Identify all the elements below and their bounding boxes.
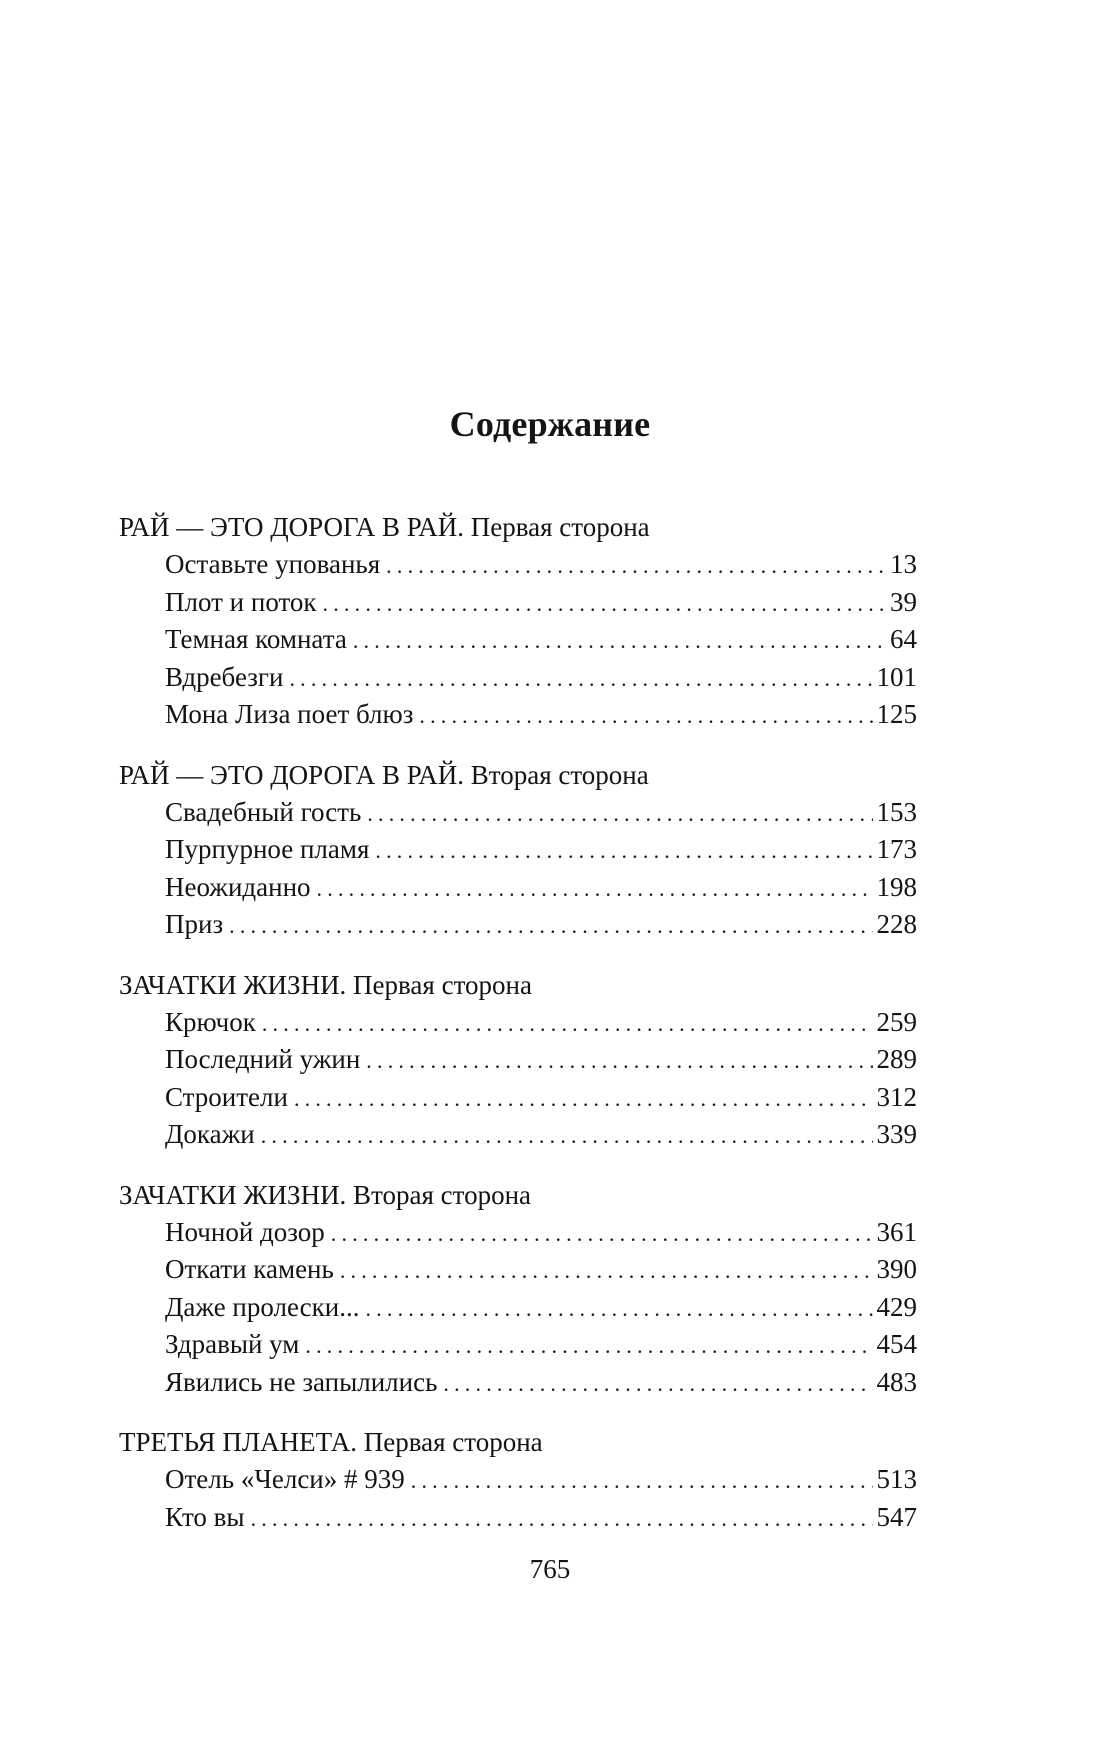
- entry-title: Ночной дозор: [165, 1216, 325, 1247]
- entry-page-number: 513: [876, 1464, 917, 1494]
- entry-title: Вдребезги: [165, 661, 284, 692]
- dot-leader: [331, 1215, 873, 1253]
- entry-title: Докажи: [165, 1119, 255, 1149]
- toc-entry[interactable]: [119, 1079, 917, 1117]
- dot-leader: [353, 622, 886, 660]
- dot-leader: [419, 697, 872, 735]
- dot-leader: [411, 1462, 873, 1500]
- dot-leader: [305, 1327, 872, 1365]
- entry-page-number: 361: [876, 1216, 917, 1247]
- entry-title: Пурпурное пламя: [165, 834, 370, 864]
- section-title: ЗАЧАТКИ ЖИЗНИ. Вторая сторона: [119, 1179, 532, 1210]
- toc-section: [119, 966, 917, 1154]
- entry-title: Явились не запылились: [165, 1366, 438, 1397]
- toc-entry[interactable]: [119, 546, 917, 584]
- toc-entry[interactable]: [119, 906, 917, 944]
- toc-entry[interactable]: [119, 621, 917, 659]
- dot-leader: [251, 1500, 873, 1538]
- dot-leader: [261, 1117, 873, 1155]
- entry-title: Приз: [165, 909, 224, 939]
- entry-title: Последний ужин: [165, 1044, 361, 1074]
- entry-page-number: 39: [890, 586, 917, 617]
- entry-page-number: 339: [876, 1119, 917, 1149]
- entry-page-number: 312: [876, 1081, 917, 1112]
- section-title: РАЙ — ЭТО ДОРОГА В РАЙ. Вторая сторона: [119, 759, 649, 790]
- entry-title: Мона Лиза поет блюз: [165, 699, 414, 729]
- dot-leader: [262, 1005, 873, 1043]
- entry-page-number: 13: [890, 549, 917, 579]
- dot-leader: [367, 795, 872, 833]
- entry-page-number: 454: [876, 1329, 917, 1359]
- toc-entry[interactable]: [119, 869, 917, 907]
- entry-page-number: 198: [876, 871, 917, 902]
- entry-page-number: 289: [876, 1044, 917, 1074]
- entry-title: Плот и поток: [165, 586, 317, 617]
- toc-entry[interactable]: [119, 831, 917, 869]
- entry-page-number: 483: [876, 1366, 917, 1397]
- entry-title: Свадебный гость: [165, 796, 362, 827]
- toc-entry[interactable]: [119, 1499, 917, 1537]
- entry-page-number: 173: [876, 834, 917, 864]
- entry-title: Неожиданно: [165, 871, 311, 902]
- toc-section: [119, 1423, 917, 1536]
- toc-section: [119, 756, 917, 944]
- page-number: 765: [529, 1554, 571, 1584]
- dot-leader: [294, 1080, 873, 1118]
- dot-leader: [386, 547, 886, 585]
- entry-title: Кто вы: [165, 1501, 245, 1532]
- toc-section: [119, 1176, 917, 1402]
- dot-leader: [340, 1252, 873, 1290]
- toc-entry[interactable]: [119, 1004, 917, 1042]
- toc-entry[interactable]: [119, 584, 917, 622]
- entry-page-number: 390: [876, 1254, 917, 1284]
- entry-title: Здравый ум: [165, 1329, 300, 1359]
- entry-page-number: 64: [890, 624, 917, 654]
- toc-entry[interactable]: [119, 1461, 917, 1499]
- toc-entry[interactable]: [119, 794, 917, 832]
- toc-entry[interactable]: [119, 1289, 917, 1327]
- entry-title: Оставьте упованья: [165, 549, 381, 579]
- toc-entry[interactable]: [119, 659, 917, 697]
- dot-leader: [443, 1365, 872, 1403]
- toc-entry[interactable]: [119, 1326, 917, 1364]
- dot-leader: [365, 1290, 872, 1328]
- entry-page-number: 259: [876, 1006, 917, 1037]
- toc-entry[interactable]: [119, 696, 917, 734]
- table-of-contents: [119, 508, 917, 1536]
- toc-entry[interactable]: [119, 1364, 917, 1402]
- dot-leader: [375, 832, 872, 870]
- section-title: ТРЕТЬЯ ПЛАНЕТА. Первая сторона: [119, 1427, 543, 1457]
- dot-leader: [323, 585, 886, 623]
- toc-section: [119, 508, 917, 734]
- toc-entry[interactable]: [119, 1214, 917, 1252]
- entry-title: Темная комната: [165, 624, 347, 654]
- section-title: РАЙ — ЭТО ДОРОГА В РАЙ. Первая сторона: [119, 512, 650, 542]
- toc-entry[interactable]: [119, 1116, 917, 1154]
- entry-page-number: 547: [876, 1501, 917, 1532]
- entry-page-number: 153: [876, 796, 917, 827]
- dot-leader: [229, 907, 872, 945]
- page-title: Содержание: [449, 404, 651, 444]
- entry-page-number: 101: [876, 661, 917, 692]
- entry-page-number: 125: [876, 699, 917, 729]
- section-title: ЗАЧАТКИ ЖИЗНИ. Первая сторона: [119, 969, 532, 1000]
- entry-page-number: 228: [876, 909, 917, 939]
- dot-leader: [317, 870, 873, 908]
- dot-leader: [289, 660, 872, 698]
- dot-leader: [366, 1042, 872, 1080]
- toc-entry[interactable]: [119, 1251, 917, 1289]
- entry-title: Отель «Челси» # 939: [165, 1464, 405, 1494]
- entry-title: Откати камень: [165, 1254, 334, 1284]
- entry-title: Крючок: [165, 1006, 256, 1037]
- toc-entry[interactable]: [119, 1041, 917, 1079]
- entry-title: Даже пролески...: [165, 1291, 360, 1322]
- entry-page-number: 429: [876, 1291, 917, 1322]
- entry-title: Строители: [165, 1081, 288, 1112]
